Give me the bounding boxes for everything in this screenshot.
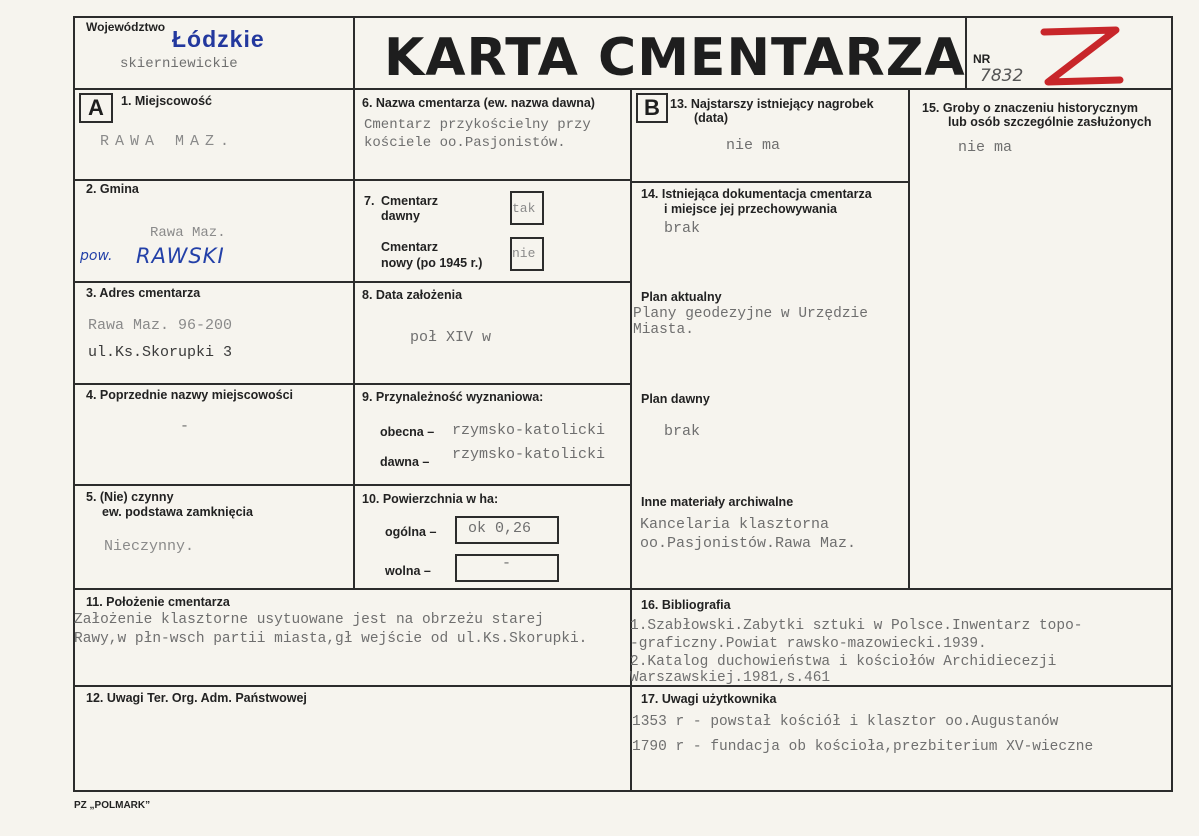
f8-value: poł XIV w	[410, 329, 492, 346]
f6-label: 6. Nazwa cmentarza (ew. nazwa dawna)	[362, 96, 595, 110]
f10-ogolna-value: ok 0,26	[468, 520, 532, 537]
f9-dawna-value: rzymsko-katolicki	[452, 446, 606, 463]
f17-line2: 1790 r - fundacja ob kościoła,prezbiterium XV-wieczne	[632, 739, 1094, 755]
hline	[73, 383, 632, 385]
vline	[908, 88, 910, 590]
f9-dawna-label: dawna –	[380, 455, 430, 469]
inne-line1: Kancelaria klasztorna	[640, 516, 830, 533]
f16-line1: 1.Szabłowski.Zabytki sztuki w Polsce.Inwentarz topo-	[630, 618, 1083, 634]
f3-line2: ul.Ks.Skorupki 3	[88, 344, 233, 361]
f11-label: 11. Położenie cmentarza	[86, 595, 230, 609]
page-title: KARTA CMENTARZA	[384, 28, 966, 88]
plan-aktualny-label: Plan aktualny	[641, 290, 722, 304]
f7-dawny-label-2: dawny	[381, 209, 420, 223]
f1-value: RAWA MAZ.	[100, 133, 236, 150]
f16-line2: -graficzny.Powiat rawsko-mazowiecki.1939.	[630, 636, 987, 652]
f14-value: brak	[664, 220, 701, 237]
f15-value: nie ma	[958, 139, 1013, 156]
plan-dawny-value: brak	[664, 423, 701, 440]
f16-label: 16. Bibliografia	[641, 598, 731, 612]
plan-aktualny-line1: Plany geodezyjne w Urzędzie	[633, 306, 868, 322]
f11-line1: Założenie klasztorne usytuowane jest na obrzeżu starej	[74, 612, 544, 628]
hline	[73, 88, 1173, 90]
f2-value: Rawa Maz.	[150, 225, 226, 241]
f10-ogolna-label: ogólna –	[385, 525, 437, 539]
plan-aktualny-line2: Miasta.	[633, 322, 694, 338]
f9-obecna-value: rzymsko-katolicki	[452, 422, 606, 439]
f15-label-1: 15. Groby o znaczeniu historycznym	[922, 101, 1139, 115]
f2-pow-label: pow.	[80, 248, 113, 264]
wojewodztwo-stamp: Łódzkie	[172, 26, 265, 52]
section-b-marker: B	[636, 93, 668, 123]
hline	[73, 588, 1173, 590]
f2-pow-value: RAWSKI	[136, 244, 225, 268]
f3-line1: Rawa Maz. 96-200	[88, 317, 233, 334]
f14-label-1: 14. Istniejąca dokumentacja cmentarza	[641, 187, 872, 201]
f8-label: 8. Data założenia	[362, 288, 463, 302]
f4-value: -	[180, 418, 190, 435]
f5-value: Nieczynny.	[104, 538, 195, 555]
f7-nowy-label-2: nowy (po 1945 r.)	[381, 256, 483, 270]
f9-label: 9. Przynależność wyznaniowa:	[362, 390, 544, 404]
f7-label: 7.	[364, 194, 375, 208]
hline	[73, 685, 1173, 687]
f13-label-1: 13. Najstarszy istniejący nagrobek	[670, 97, 874, 111]
frame-top	[73, 16, 1173, 18]
plan-dawny-label: Plan dawny	[641, 392, 710, 406]
f10-wolna-label: wolna –	[385, 564, 431, 578]
nr-value: 7832	[980, 66, 1024, 86]
frame-bottom	[73, 790, 1173, 792]
hline	[73, 484, 632, 486]
f17-line1: 1353 r - powstał kościół i klasztor oo.Augustanów	[632, 714, 1059, 730]
inne-line2: oo.Pasjonistów.Rawa Maz.	[640, 535, 857, 552]
section-a-marker: A	[79, 93, 113, 123]
f1-label: 1. Miejscowość	[121, 94, 213, 108]
vline	[353, 16, 355, 588]
inne-label: Inne materiały archiwalne	[641, 495, 794, 509]
f4-label: 4. Poprzednie nazwy miejscowości	[86, 388, 294, 402]
nr-label: NR	[973, 52, 991, 66]
f14-label-2: i miejsce jej przechowywania	[664, 202, 837, 216]
f17-label: 17. Uwagi użytkownika	[641, 692, 777, 706]
f13-value: nie ma	[726, 137, 781, 154]
f10-wolna-value: -	[502, 555, 512, 572]
f6-line1: Cmentarz przykościelny przy	[364, 117, 591, 133]
f16-line4: Warszawskiej.1981,s.461	[630, 670, 831, 686]
frame-right	[1171, 16, 1173, 792]
f2-label: 2. Gmina	[86, 182, 139, 196]
f16-line3: 2.Katalog duchowieństwa i kościołów Archidiecezji	[630, 654, 1057, 670]
f7-nowy-value: nie	[512, 246, 536, 261]
f7-dawny-label-1: Cmentarz	[381, 194, 438, 208]
f9-obecna-label: obecna –	[380, 425, 435, 439]
f6-line2: kościele oo.Pasjonistów.	[364, 135, 566, 151]
category-mark-z	[1034, 22, 1126, 92]
f15-label-2: lub osób szczególnie zasłużonych	[948, 115, 1152, 129]
hline	[73, 179, 632, 181]
f13-label-2: (data)	[694, 111, 729, 125]
f7-dawny-value: tak	[512, 201, 536, 216]
hline	[73, 281, 632, 283]
hline	[630, 181, 910, 183]
wojewodztwo-old-value: skierniewickie	[120, 56, 238, 72]
f5-label-1: 5. (Nie) czynny	[86, 490, 174, 504]
f12-label: 12. Uwagi Ter. Org. Adm. Państwowej	[86, 691, 307, 705]
f11-line2: Rawy,w płn-wsch partii miasta,gł wejście od ul.Ks.Skorupki.	[74, 631, 588, 647]
f10-label: 10. Powierzchnia w ha:	[362, 492, 499, 506]
wojewodztwo-label: Województwo	[86, 20, 166, 34]
f3-label: 3. Adres cmentarza	[86, 286, 201, 300]
f5-label-2: ew. podstawa zamknięcia	[102, 505, 253, 519]
f7-nowy-label-1: Cmentarz	[381, 240, 438, 254]
frame-left	[73, 16, 75, 792]
printer-imprint: PZ „POLMARK”	[74, 800, 151, 811]
